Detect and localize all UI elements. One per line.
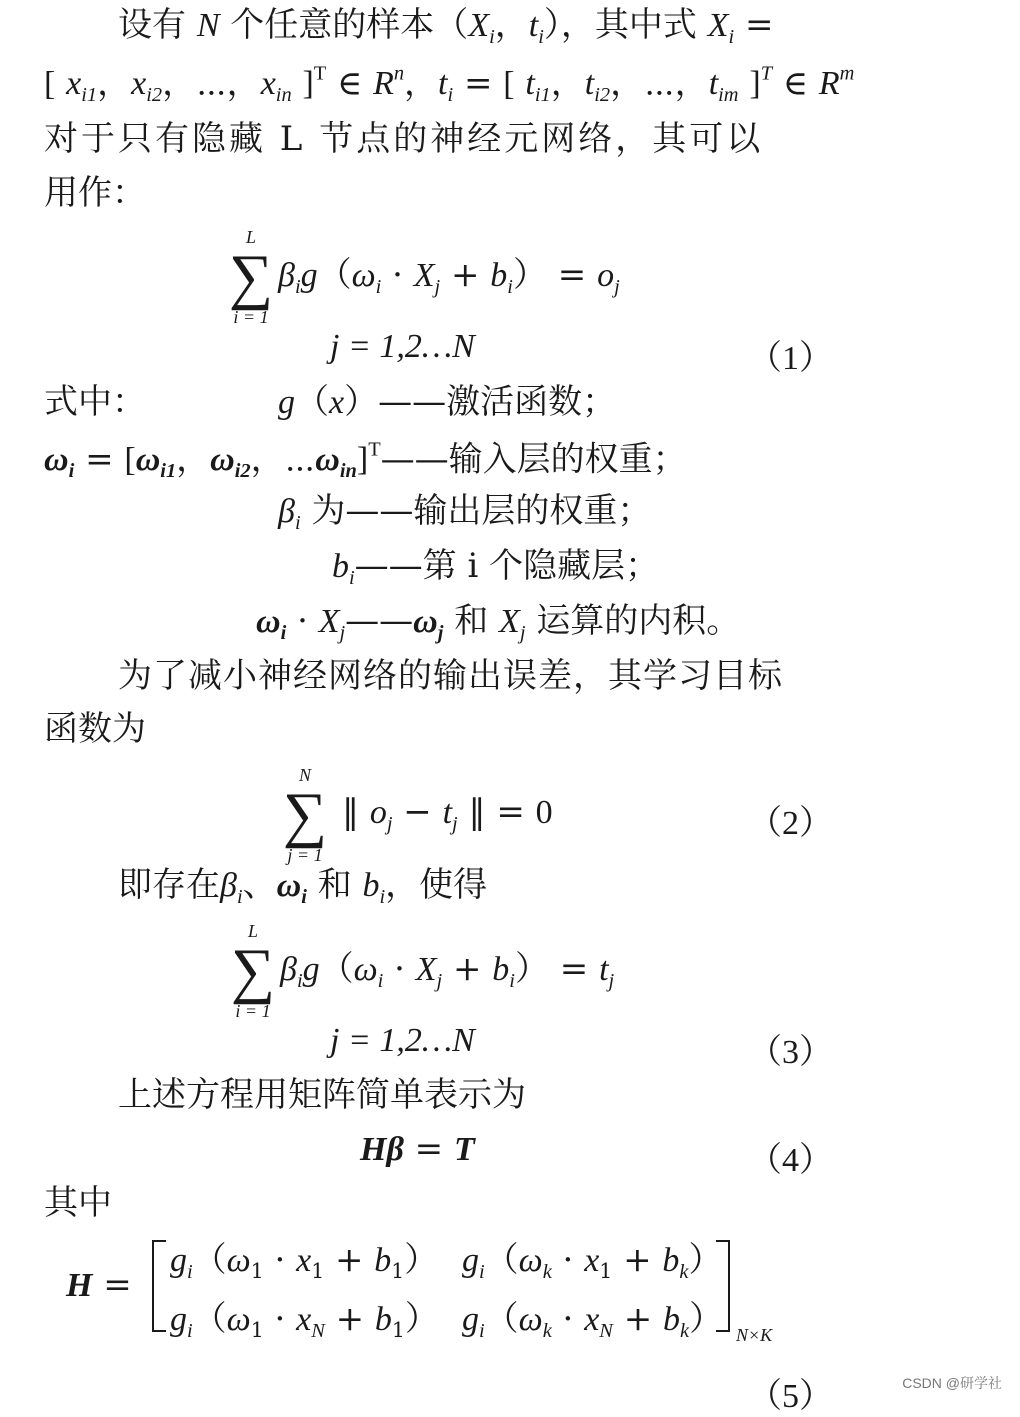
eq2-number: （2） — [748, 805, 833, 842]
matrix-cell-22: $g_i(\omega_k \cdot x_N + b_k)$ — [462, 1299, 724, 1343]
para2-line1: 为了减小神经网络的输出误差，其学习目标 — [118, 656, 783, 696]
sigma-symbol: ∑ — [228, 243, 274, 311]
para3: 即存在$\beta_i$、$\omega_i$ 和 $b_i$，使得 — [118, 865, 488, 909]
eq2-upper-limit: N — [298, 765, 311, 785]
matrix-cell-11: $g_i(\omega_1 \cdot x_1 + b_1)$ — [170, 1240, 439, 1284]
matrix-right-bracket — [716, 1240, 730, 1332]
legend-omega: $\omega_i = [\omega_{i1}$，$\omega_{i2}$，$\cdots\omega_{in}]^T——$输入层的权重； — [44, 439, 687, 483]
eq5-number: （5） — [748, 1378, 833, 1415]
legend-beta: $\beta_i$ 为——输出层的权重； — [278, 491, 652, 535]
matrix-cell-12: $g_i(\omega_k \cdot x_1 + b_k)$ — [462, 1240, 723, 1284]
matrix-left-bracket — [152, 1240, 166, 1332]
eq1-index-line: j = 1,2…N — [330, 328, 475, 365]
sigma-symbol: ∑ — [282, 781, 328, 849]
eq2-lower-limit: j = 1 — [287, 845, 323, 865]
eq1-lower-limit: i = 1 — [233, 307, 269, 327]
sigma-symbol: ∑ — [230, 937, 276, 1005]
eq1-summation — [228, 228, 274, 326]
eq5-lhs: H = — [66, 1265, 132, 1305]
eq3-index-line: j = 1,2…N — [330, 1022, 475, 1059]
eq3-upper-limit: L — [247, 921, 258, 941]
legend-b: $b_i——$第 i 个隐藏层； — [332, 546, 660, 590]
para1-line2: [ $x_{i1}$，$x_{i2}$，⋯，$x_{in}$ ]$^T$ ∈ $R^n$，$t_i$ = [ $t_{i1}$，$t_{i2}$，⋯，$t_{im}$ ]$^T$ ∈ $R^m$ — [44, 63, 855, 107]
para1-line4: 用作： — [44, 173, 146, 213]
eq1-number: （1） — [748, 340, 833, 377]
matrix-cell-21: $g_i(\omega_1 \cdot x_N + b_1)$ — [170, 1299, 439, 1343]
para2-line2: 函数为 — [44, 709, 146, 749]
eq2-body: ‖ $o_j - t_j$ ‖ = 0 — [342, 792, 553, 836]
para1-line1: 设有 N 个任意的样本（$X_i$，$t_i$），其中式 $X_i$ = — [118, 5, 774, 49]
eq1-body: $\beta_ig(\omega_i \cdot X_j + b_i) = o_j$ — [278, 255, 620, 299]
eq3-body: $\beta_ig(\omega_i \cdot X_j + b_i) = t_j$ — [280, 949, 615, 993]
legend-label: 式中： — [44, 382, 146, 422]
eq3-lower-limit: i = 1 — [235, 1001, 271, 1021]
para4: 上述方程用矩阵简单表示为 — [118, 1075, 526, 1115]
legend-inner: $\omega_i$ · $X_j——\omega_j$ 和 $X_j$ 运算的内积。 — [256, 601, 741, 645]
csdn-watermark: CSDN @研学社 — [902, 1375, 1002, 1391]
eq4-body: Hβ = T — [360, 1129, 475, 1169]
eq1-upper-limit: L — [245, 227, 256, 247]
matrix-dimension: N×K — [736, 1325, 773, 1345]
para5: 其中 — [44, 1183, 112, 1223]
eq3-summation — [230, 922, 276, 1020]
para1-line3: 对于只有隐藏 L 节点的神经元网络，其可以 — [44, 119, 764, 159]
legend-g: g（x）——激活函数； — [278, 382, 617, 422]
eq2-summation — [282, 766, 328, 864]
eq3-number: （3） — [748, 1034, 833, 1071]
eq4-number: （4） — [748, 1142, 833, 1179]
